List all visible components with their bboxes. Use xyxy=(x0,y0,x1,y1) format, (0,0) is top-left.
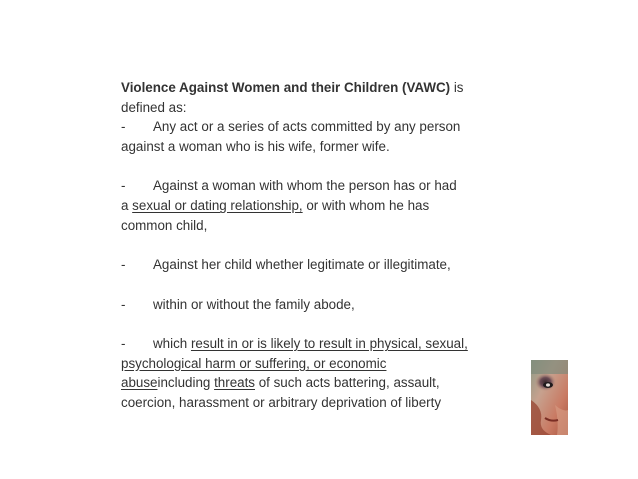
bullet-dash: - xyxy=(121,257,126,273)
heading-line-1 xyxy=(121,78,541,98)
spacer xyxy=(121,157,541,177)
item-1-line-1 xyxy=(121,117,541,137)
vawc-definition xyxy=(121,78,541,413)
item-5-line-3 xyxy=(121,373,541,393)
item-5-including: including xyxy=(157,375,215,391)
definition-heading: Violence Against Women and their Children (VAWC) xyxy=(121,80,451,95)
threats-link[interactable]: threats xyxy=(214,375,255,391)
item-1-text: Any act or a series of acts committed by any person xyxy=(153,119,461,135)
item-5-line-1 xyxy=(121,334,541,354)
item-2-line-1 xyxy=(121,176,541,196)
item-4-text: within or without the family abode, xyxy=(153,296,355,312)
item-1-line-2: against a woman who is his wife, former wife. xyxy=(121,139,390,155)
item-4-line-1 xyxy=(121,295,541,315)
heading-line-2: defined as: xyxy=(121,99,187,115)
sexual-relationship-link[interactable]: sexual or dating relationship, xyxy=(132,198,303,214)
item-2-text: Against a woman with whom the person has or had xyxy=(153,178,457,194)
heading-suffix: is xyxy=(450,80,464,95)
item-3-text: Against her child whether legitimate or illegitimate, xyxy=(153,257,451,273)
spacer xyxy=(121,314,541,334)
item-2-prefix: a xyxy=(121,198,133,214)
psychological-harm-link[interactable]: psychological harm or suffering, or economic xyxy=(121,355,387,371)
bullet-dash: - xyxy=(121,296,126,312)
bullet-dash: - xyxy=(121,119,126,135)
bullet-dash: - xyxy=(121,178,126,194)
bullet-dash: - xyxy=(121,335,126,351)
item-5-line-2 xyxy=(121,354,541,374)
item-2-suffix: or with whom he has xyxy=(302,198,430,214)
abuse-link[interactable]: abuse xyxy=(121,375,158,391)
item-3-line-1 xyxy=(121,255,541,275)
item-5-suffix: of such acts battering, assault, xyxy=(255,375,440,391)
item-2-line-3: common child, xyxy=(121,217,208,233)
spacer xyxy=(121,236,541,256)
bruised-face-image xyxy=(531,360,568,435)
bruised-face-photo xyxy=(531,360,568,435)
spacer xyxy=(121,275,541,295)
item-5-prefix: which xyxy=(153,335,191,351)
harm-result-link[interactable]: result in or is likely to result in physical, sexual, xyxy=(190,335,468,351)
item-5-line-4: coercion, harassment or arbitrary deprivation of liberty xyxy=(121,395,442,410)
item-2-line-2 xyxy=(121,196,541,216)
